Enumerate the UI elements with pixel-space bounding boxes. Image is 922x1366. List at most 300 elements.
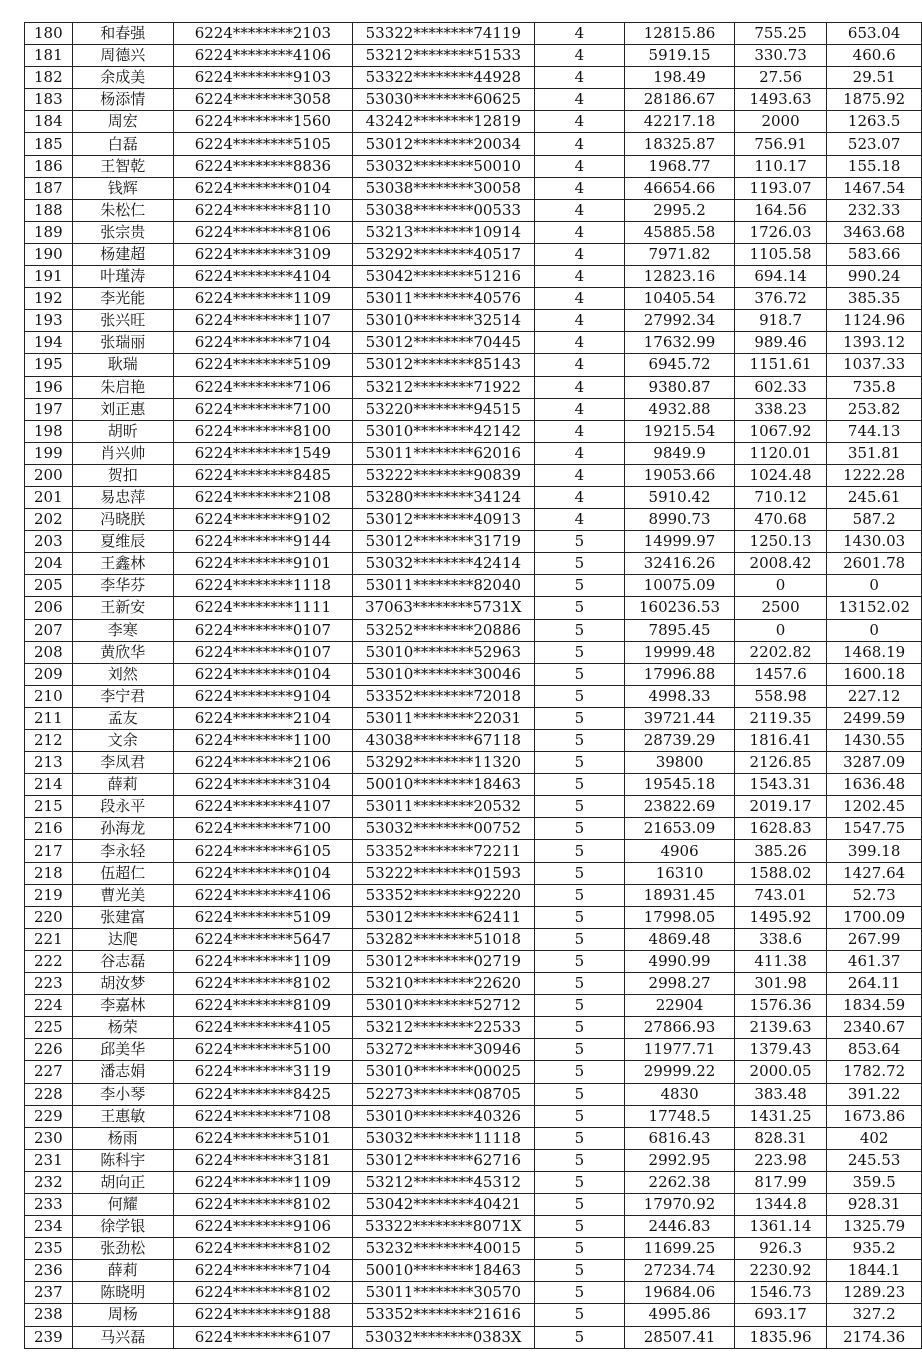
cell-amount-b: 402: [827, 1127, 922, 1149]
cell-category: 4: [534, 221, 625, 243]
cell-person-name: 薛莉: [72, 1260, 173, 1282]
cell-amount-total: 5919.15: [625, 45, 735, 67]
table-row: [25, 1260, 922, 1282]
cell-amount-b: 29.51: [827, 67, 922, 89]
cell-category: 5: [534, 1061, 625, 1083]
cell-person-name: 刘然: [72, 663, 173, 685]
cell-amount-a: 411.38: [734, 950, 827, 972]
cell-id-number: 53012********31719: [353, 531, 535, 553]
cell-id-number: 53010********52712: [353, 995, 535, 1017]
cell-amount-a: 926.3: [734, 1238, 827, 1260]
cell-card-number: 6224********2103: [173, 23, 352, 45]
cell-row-number: 219: [25, 884, 73, 906]
cell-person-name: 张劲松: [72, 1238, 173, 1260]
table-row: [25, 177, 922, 199]
table-row: [25, 420, 922, 442]
cell-card-number: 6224********3058: [173, 89, 352, 111]
cell-id-number: 53010********00025: [353, 1061, 535, 1083]
cell-person-name: 朱松仁: [72, 199, 173, 221]
cell-card-number: 6224********5647: [173, 928, 352, 950]
cell-amount-total: 11977.71: [625, 1039, 735, 1061]
cell-row-number: 230: [25, 1127, 73, 1149]
cell-person-name: 李嘉林: [72, 995, 173, 1017]
cell-amount-a: 2230.92: [734, 1260, 827, 1282]
cell-id-number: 53011********62016: [353, 442, 535, 464]
cell-category: 4: [534, 155, 625, 177]
cell-person-name: 余成美: [72, 67, 173, 89]
cell-row-number: 190: [25, 243, 73, 265]
cell-row-number: 207: [25, 619, 73, 641]
cell-amount-a: 164.56: [734, 199, 827, 221]
cell-card-number: 6224********3104: [173, 774, 352, 796]
cell-person-name: 文余: [72, 730, 173, 752]
cell-card-number: 6224********3181: [173, 1149, 352, 1171]
cell-person-name: 周德兴: [72, 45, 173, 67]
cell-amount-total: 7971.82: [625, 243, 735, 265]
cell-card-number: 6224********5105: [173, 133, 352, 155]
table-row: [25, 928, 922, 950]
cell-row-number: 197: [25, 398, 73, 420]
cell-amount-a: 918.7: [734, 310, 827, 332]
table-row: [25, 67, 922, 89]
cell-card-number: 6224********8106: [173, 221, 352, 243]
cell-category: 5: [534, 553, 625, 575]
cell-amount-a: 989.46: [734, 332, 827, 354]
cell-id-number: 50010********18463: [353, 774, 535, 796]
cell-amount-a: 828.31: [734, 1127, 827, 1149]
cell-row-number: 199: [25, 442, 73, 464]
cell-row-number: 183: [25, 89, 73, 111]
cell-row-number: 227: [25, 1061, 73, 1083]
cell-amount-b: 0: [827, 575, 922, 597]
table-row: [25, 906, 922, 928]
cell-id-number: 53210********22620: [353, 973, 535, 995]
cell-amount-b: 155.18: [827, 155, 922, 177]
cell-category: 5: [534, 641, 625, 663]
cell-id-number: 53252********20886: [353, 619, 535, 641]
table-row: [25, 1304, 922, 1326]
cell-person-name: 白磊: [72, 133, 173, 155]
cell-id-number: 53222********01593: [353, 862, 535, 884]
table-row: [25, 575, 922, 597]
table-row: [25, 1282, 922, 1304]
cell-row-number: 232: [25, 1171, 73, 1193]
cell-person-name: 杨荣: [72, 1017, 173, 1039]
cell-row-number: 228: [25, 1083, 73, 1105]
cell-amount-b: 264.11: [827, 973, 922, 995]
cell-amount-a: 1493.63: [734, 89, 827, 111]
cell-amount-a: 1816.41: [734, 730, 827, 752]
cell-category: 5: [534, 619, 625, 641]
cell-row-number: 212: [25, 730, 73, 752]
cell-person-name: 王惠敏: [72, 1105, 173, 1127]
cell-category: 5: [534, 1017, 625, 1039]
cell-category: 5: [534, 1282, 625, 1304]
table-row: [25, 796, 922, 818]
cell-id-number: 53011********40576: [353, 288, 535, 310]
table-row: [25, 818, 922, 840]
cell-card-number: 6224********7100: [173, 398, 352, 420]
cell-amount-total: 4830: [625, 1083, 735, 1105]
cell-category: 5: [534, 663, 625, 685]
cell-category: 5: [534, 973, 625, 995]
cell-card-number: 6224********1560: [173, 111, 352, 133]
cell-id-number: 53012********40913: [353, 509, 535, 531]
cell-id-number: 53212********71922: [353, 376, 535, 398]
table-row: [25, 1061, 922, 1083]
cell-amount-a: 2202.82: [734, 641, 827, 663]
cell-id-number: 53222********90839: [353, 464, 535, 486]
cell-category: 5: [534, 950, 625, 972]
cell-id-number: 53038********00533: [353, 199, 535, 221]
cell-amount-a: 301.98: [734, 973, 827, 995]
cell-card-number: 6224********7104: [173, 332, 352, 354]
cell-card-number: 6224********8485: [173, 464, 352, 486]
cell-card-number: 6224********2106: [173, 752, 352, 774]
table-row: [25, 641, 922, 663]
cell-amount-total: 19053.66: [625, 464, 735, 486]
cell-row-number: 216: [25, 818, 73, 840]
cell-amount-b: 583.66: [827, 243, 922, 265]
cell-amount-total: 10075.09: [625, 575, 735, 597]
cell-amount-total: 46654.66: [625, 177, 735, 199]
cell-row-number: 202: [25, 509, 73, 531]
cell-amount-a: 338.23: [734, 398, 827, 420]
cell-amount-total: 21653.09: [625, 818, 735, 840]
cell-row-number: 195: [25, 354, 73, 376]
cell-person-name: 钱辉: [72, 177, 173, 199]
table-row: [25, 89, 922, 111]
cell-card-number: 6224********9144: [173, 531, 352, 553]
cell-amount-total: 6945.72: [625, 354, 735, 376]
cell-id-number: 53292********40517: [353, 243, 535, 265]
cell-amount-b: 245.61: [827, 486, 922, 508]
cell-category: 5: [534, 995, 625, 1017]
cell-amount-total: 6816.43: [625, 1127, 735, 1149]
cell-amount-a: 376.72: [734, 288, 827, 310]
cell-amount-a: 817.99: [734, 1171, 827, 1193]
cell-row-number: 234: [25, 1216, 73, 1238]
table-row: [25, 1171, 922, 1193]
cell-id-number: 53010********52963: [353, 641, 535, 663]
cell-amount-a: 1546.73: [734, 1282, 827, 1304]
cell-card-number: 6224********1111: [173, 597, 352, 619]
cell-category: 5: [534, 1171, 625, 1193]
cell-person-name: 朱启艳: [72, 376, 173, 398]
table-row: [25, 973, 922, 995]
cell-row-number: 185: [25, 133, 73, 155]
cell-amount-a: 1151.61: [734, 354, 827, 376]
cell-amount-total: 9849.9: [625, 442, 735, 464]
cell-card-number: 6224********1109: [173, 950, 352, 972]
cell-row-number: 220: [25, 906, 73, 928]
cell-category: 5: [534, 730, 625, 752]
cell-category: 5: [534, 1326, 625, 1348]
cell-amount-a: 1250.13: [734, 531, 827, 553]
table-row: [25, 730, 922, 752]
cell-amount-total: 11699.25: [625, 1238, 735, 1260]
cell-amount-a: 1024.48: [734, 464, 827, 486]
cell-amount-a: 558.98: [734, 685, 827, 707]
cell-amount-b: 1393.12: [827, 332, 922, 354]
cell-amount-b: 1124.96: [827, 310, 922, 332]
cell-amount-total: 2446.83: [625, 1216, 735, 1238]
cell-id-number: 53042********51216: [353, 266, 535, 288]
cell-amount-a: 694.14: [734, 266, 827, 288]
cell-amount-b: 253.82: [827, 398, 922, 420]
cell-amount-total: 16310: [625, 862, 735, 884]
table-row: [25, 111, 922, 133]
cell-category: 4: [534, 89, 625, 111]
cell-amount-b: 1037.33: [827, 354, 922, 376]
cell-category: 5: [534, 774, 625, 796]
cell-id-number: 53032********50010: [353, 155, 535, 177]
cell-amount-total: 39800: [625, 752, 735, 774]
cell-id-number: 53220********94515: [353, 398, 535, 420]
cell-amount-b: 928.31: [827, 1193, 922, 1215]
cell-amount-a: 1067.92: [734, 420, 827, 442]
cell-person-name: 贺扣: [72, 464, 173, 486]
cell-row-number: 193: [25, 310, 73, 332]
table-row: [25, 1326, 922, 1348]
cell-row-number: 191: [25, 266, 73, 288]
cell-row-number: 221: [25, 928, 73, 950]
cell-row-number: 217: [25, 840, 73, 862]
cell-category: 4: [534, 23, 625, 45]
cell-id-number: 53012********62716: [353, 1149, 535, 1171]
cell-person-name: 周宏: [72, 111, 173, 133]
cell-amount-total: 22904: [625, 995, 735, 1017]
table-row: [25, 243, 922, 265]
cell-amount-total: 12823.16: [625, 266, 735, 288]
cell-card-number: 6224********8110: [173, 199, 352, 221]
cell-person-name: 陈晓明: [72, 1282, 173, 1304]
cell-category: 5: [534, 1193, 625, 1215]
cell-card-number: 6224********2108: [173, 486, 352, 508]
cell-row-number: 180: [25, 23, 73, 45]
cell-id-number: 53011********20532: [353, 796, 535, 818]
cell-person-name: 叶瑾涛: [72, 266, 173, 288]
cell-category: 5: [534, 1127, 625, 1149]
cell-card-number: 6224********9103: [173, 67, 352, 89]
cell-category: 4: [534, 133, 625, 155]
cell-amount-total: 4932.88: [625, 398, 735, 420]
cell-amount-total: 9380.87: [625, 376, 735, 398]
table-row: [25, 266, 922, 288]
cell-amount-b: 1222.28: [827, 464, 922, 486]
table-row: [25, 774, 922, 796]
cell-card-number: 6224********8102: [173, 1193, 352, 1215]
cell-amount-b: 1673.86: [827, 1105, 922, 1127]
cell-category: 5: [534, 906, 625, 928]
cell-card-number: 6224********9104: [173, 685, 352, 707]
cell-card-number: 6224********0104: [173, 177, 352, 199]
cell-person-name: 易忠萍: [72, 486, 173, 508]
cell-category: 4: [534, 199, 625, 221]
cell-row-number: 229: [25, 1105, 73, 1127]
cell-amount-total: 18325.87: [625, 133, 735, 155]
cell-id-number: 53212********22533: [353, 1017, 535, 1039]
cell-amount-total: 19999.48: [625, 641, 735, 663]
cell-person-name: 段永平: [72, 796, 173, 818]
cell-id-number: 53030********60625: [353, 89, 535, 111]
cell-card-number: 6224********0104: [173, 663, 352, 685]
cell-category: 5: [534, 707, 625, 729]
cell-card-number: 6224********9106: [173, 1216, 352, 1238]
cell-person-name: 胡向正: [72, 1171, 173, 1193]
cell-person-name: 张宗贵: [72, 221, 173, 243]
cell-card-number: 6224********3119: [173, 1061, 352, 1083]
cell-id-number: 53280********34124: [353, 486, 535, 508]
cell-category: 5: [534, 818, 625, 840]
cell-amount-a: 1576.36: [734, 995, 827, 1017]
cell-person-name: 邱美华: [72, 1039, 173, 1061]
cell-category: 4: [534, 376, 625, 398]
cell-amount-total: 4869.48: [625, 928, 735, 950]
cell-person-name: 曹光美: [72, 884, 173, 906]
cell-row-number: 200: [25, 464, 73, 486]
cell-row-number: 238: [25, 1304, 73, 1326]
cell-category: 5: [534, 1304, 625, 1326]
cell-card-number: 6224********4104: [173, 266, 352, 288]
cell-category: 4: [534, 111, 625, 133]
cell-person-name: 谷志磊: [72, 950, 173, 972]
cell-card-number: 6224********8836: [173, 155, 352, 177]
cell-amount-total: 32416.26: [625, 553, 735, 575]
cell-amount-b: 1834.59: [827, 995, 922, 1017]
cell-amount-b: 587.2: [827, 509, 922, 531]
cell-category: 4: [534, 310, 625, 332]
cell-id-number: 53352********72211: [353, 840, 535, 862]
cell-amount-total: 4998.33: [625, 685, 735, 707]
table-row: [25, 597, 922, 619]
cell-amount-total: 19215.54: [625, 420, 735, 442]
cell-card-number: 6224********1549: [173, 442, 352, 464]
cell-amount-total: 17970.92: [625, 1193, 735, 1215]
cell-person-name: 张瑞丽: [72, 332, 173, 354]
cell-row-number: 210: [25, 685, 73, 707]
cell-amount-a: 1835.96: [734, 1326, 827, 1348]
cell-amount-a: 1457.6: [734, 663, 827, 685]
cell-card-number: 6224********7106: [173, 376, 352, 398]
cell-row-number: 206: [25, 597, 73, 619]
cell-category: 5: [534, 796, 625, 818]
cell-amount-b: 2601.78: [827, 553, 922, 575]
cell-person-name: 和春强: [72, 23, 173, 45]
cell-amount-a: 0: [734, 619, 827, 641]
table-row: [25, 310, 922, 332]
cell-amount-b: 351.81: [827, 442, 922, 464]
cell-amount-a: 470.68: [734, 509, 827, 531]
cell-id-number: 53212********51533: [353, 45, 535, 67]
cell-amount-total: 2998.27: [625, 973, 735, 995]
table-row: [25, 1149, 922, 1171]
cell-card-number: 6224********4105: [173, 1017, 352, 1039]
cell-category: 4: [534, 288, 625, 310]
cell-amount-a: 2019.17: [734, 796, 827, 818]
cell-id-number: 53010********32514: [353, 310, 535, 332]
cell-amount-a: 2139.63: [734, 1017, 827, 1039]
cell-row-number: 184: [25, 111, 73, 133]
cell-row-number: 223: [25, 973, 73, 995]
table-row: [25, 23, 922, 45]
cell-amount-b: 232.33: [827, 199, 922, 221]
cell-amount-total: 160236.53: [625, 597, 735, 619]
cell-amount-b: 2174.36: [827, 1326, 922, 1348]
cell-card-number: 6224********1107: [173, 310, 352, 332]
cell-amount-b: 1427.64: [827, 862, 922, 884]
cell-category: 5: [534, 531, 625, 553]
cell-card-number: 6224********5109: [173, 906, 352, 928]
cell-amount-b: 1263.5: [827, 111, 922, 133]
cell-amount-a: 385.26: [734, 840, 827, 862]
cell-amount-total: 4990.99: [625, 950, 735, 972]
cell-amount-a: 1543.31: [734, 774, 827, 796]
cell-id-number: 53012********70445: [353, 332, 535, 354]
cell-amount-total: 18931.45: [625, 884, 735, 906]
cell-person-name: 马兴磊: [72, 1326, 173, 1348]
cell-row-number: 201: [25, 486, 73, 508]
cell-id-number: 53282********51018: [353, 928, 535, 950]
cell-person-name: 王智乾: [72, 155, 173, 177]
cell-amount-b: 0: [827, 619, 922, 641]
cell-card-number: 6224********5100: [173, 1039, 352, 1061]
cell-amount-b: 1600.18: [827, 663, 922, 685]
cell-card-number: 6224********5109: [173, 354, 352, 376]
table-row: [25, 531, 922, 553]
cell-card-number: 6224********4106: [173, 45, 352, 67]
cell-category: 5: [534, 1216, 625, 1238]
cell-amount-a: 330.73: [734, 45, 827, 67]
cell-person-name: 冯晓朕: [72, 509, 173, 531]
table-row: [25, 1083, 922, 1105]
table-row: [25, 1127, 922, 1149]
cell-amount-a: 710.12: [734, 486, 827, 508]
cell-category: 4: [534, 442, 625, 464]
cell-id-number: 53212********45312: [353, 1171, 535, 1193]
cell-amount-total: 8990.73: [625, 509, 735, 531]
table-row: [25, 133, 922, 155]
cell-amount-total: 17998.05: [625, 906, 735, 928]
cell-category: 4: [534, 464, 625, 486]
cell-row-number: 233: [25, 1193, 73, 1215]
cell-amount-a: 1726.03: [734, 221, 827, 243]
cell-amount-b: 1844.1: [827, 1260, 922, 1282]
table-row: [25, 1017, 922, 1039]
cell-card-number: 6224********8102: [173, 973, 352, 995]
cell-amount-total: 42217.18: [625, 111, 735, 133]
cell-category: 5: [534, 928, 625, 950]
cell-amount-b: 523.07: [827, 133, 922, 155]
cell-amount-total: 28507.41: [625, 1326, 735, 1348]
table-row: [25, 619, 922, 641]
cell-amount-total: 29999.22: [625, 1061, 735, 1083]
cell-amount-total: 23822.69: [625, 796, 735, 818]
table-row: [25, 288, 922, 310]
cell-card-number: 6224********6105: [173, 840, 352, 862]
cell-amount-b: 460.6: [827, 45, 922, 67]
cell-person-name: 何耀: [72, 1193, 173, 1215]
cell-id-number: 53012********02719: [353, 950, 535, 972]
cell-person-name: 潘志娟: [72, 1061, 173, 1083]
cell-id-number: 53038********30058: [353, 177, 535, 199]
cell-row-number: 186: [25, 155, 73, 177]
cell-id-number: 53032********11118: [353, 1127, 535, 1149]
cell-person-name: 刘正惠: [72, 398, 173, 420]
cell-card-number: 6224********0104: [173, 862, 352, 884]
cell-id-number: 43038********67118: [353, 730, 535, 752]
cell-row-number: 211: [25, 707, 73, 729]
